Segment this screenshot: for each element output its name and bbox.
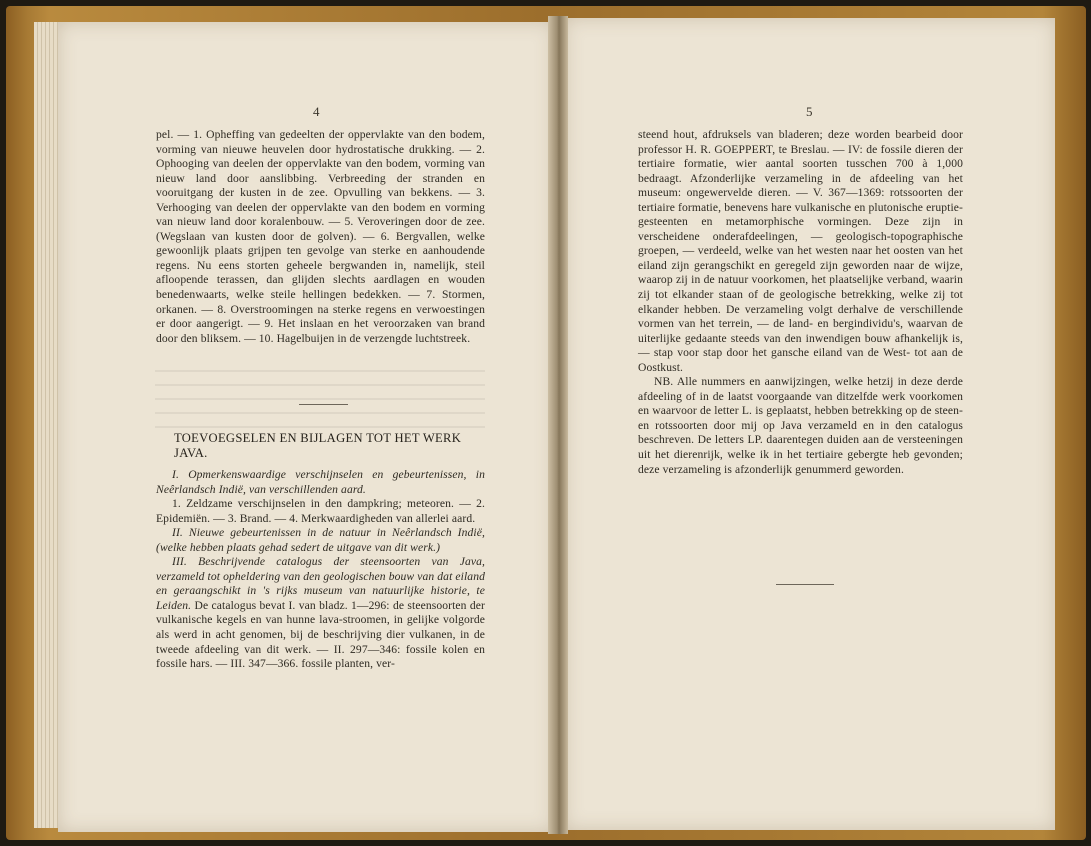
left-divider xyxy=(299,404,348,405)
section-3 xyxy=(156,555,485,671)
right-divider xyxy=(776,584,834,585)
right-paragraph-2: NB. Alle nummers en aanwijzingen, welke hetzij in deze derde afdeeling of in de laatst voorgaande van ditzelfde werk voorkomen en waarvoor de letter L. is geplaatst, hebben betrekking op de steen- en rotssoorten door mij op Java verzameld en in den catalogus beschreven. De letters LP. daarentegen duiden aan de versteeningen uit het dierenrijk, welke ik in het tertiaire gebergte heb gevonden; deze verzameling is afzonderlijk genummerd geworden. xyxy=(638,375,963,476)
section-3-body: De catalogus bevat I. van bladz. 1—296: de steensoorten der vulkanische kegels en van hunne lava-stroomen, in gelijke volgorde als werd in acht genomen, bij de beschrijving dier vulkanen, in de tweede afdeeling van dit werk. — II. 297—346: fossile kolen en fossile hars. — III. 347—366. fossile planten, ver- xyxy=(156,598,485,671)
right-paragraph-1: steend hout, afdruksels van bladeren; deze worden bearbeid door professor H. R. GOEPPERT, te Breslau. — IV: de fossile dieren der tertiaire formatie, wier aantal soorten tusschen 700 à 1,000 bedraagt. Afzonderlijke verzameling in de afdeeling van het museum: ongewervelde dieren. — V. 367—1369: rotssoorten der tertiaire formatie, benevens hare vulkanische en plutonische eruptie-gesteenten en metamorphische vormingen. Deze zijn in verscheidene onderafdeelingen, — geologisch-topographische groepen, — verdeeld, welke van het westen naar het oosten van het eiland zijn gerangschikt en geregeld zijn geworden naar de wijze, waarop zij in de natuur voorkomen, het plaatselijke verband, waarin zij tot elkander staan of de geologische betrekking, welke zij tot elkander hebben. De verzameling volgt derhalve de verschillende vormen van het terrein, — de land- en bergindividu's, waarvan de uiterlijke gedaante steeds van den inwendigen bouw afhankelijk is, — stap voor stap door het gansche eiland van de West- tot aan de Oostkust. xyxy=(638,128,963,374)
book-gutter xyxy=(548,16,568,834)
section-1-title: I. Opmerkenswaardige verschijnselen en gebeurtenissen, in Neêrlandsch Indië, van verschillenden aard. xyxy=(156,468,485,496)
right-text xyxy=(638,128,963,477)
left-paragraph-1-text: pel. — 1. Opheffing van gedeelten der oppervlakte van den bodem, vorming van nieuwe heuvelen door hydrostatische drukking. — 2. Ophooging van deelen der oppervlakte van den bodem, vorming van nieuw land door aanslibbing. Verbreeding der stranden en vooruitgang der kusten in de zee. Opvulling van bekkens. — 3. Verhooging van deelen der oppervlakte van den bodem en vorming van nieuw land door koralenbouw. — 5. Veroveringen door de zee. (Wegslaan van kusten door de golven). — 6. Bergvallen, welke gewoonlijk plaats grijpen ten gevolge van sterke en aanhoudende regens. Nu eens storten geheele bergwanden in, namelijk, steil afloopende terassen, dan glijden slechts aardlagen en wouden benedenwaarts, welke steile hellingen bedekken. — 7. Stormen, orkanen. — 8. Overstroomingen na sterke regens en verwoestingen er door aangerigt. — 9. Het inslaan en het veroorzaken van brand door den bliksem. — 10. Hagelbuijen in de verzengde luchtstreek. xyxy=(156,128,485,345)
left-sections xyxy=(156,468,485,672)
appendix-heading: TOEVOEGSELEN EN BIJLAGEN TOT HET WERK JAVA. xyxy=(174,431,462,460)
page-number-right: 5 xyxy=(806,104,813,119)
section-2-title: II. Nieuwe gebeurtenissen in de natuur in Neêrlandsch Indië, (welke hebben plaats gehad sedert de uitgave van dit werk.) xyxy=(156,526,485,554)
left-paragraph-1 xyxy=(156,128,485,346)
page-number-left: 4 xyxy=(313,104,320,119)
section-1-body: 1. Zeldzame verschijnselen in den dampkring; meteoren. — 2. Epidemiën. — 3. Brand. — 4. Merkwaardigheden van allerlei aard. xyxy=(156,497,485,525)
bleed-through-text xyxy=(155,370,485,430)
section-3-title: III. Beschrijvende catalogus der steensoorten van Java, verzameld tot opheldering van den geologischen bouw van dat eiland en geraangschikt in 's rijks museum van natuurlijke historie, te Leiden. xyxy=(156,555,485,612)
